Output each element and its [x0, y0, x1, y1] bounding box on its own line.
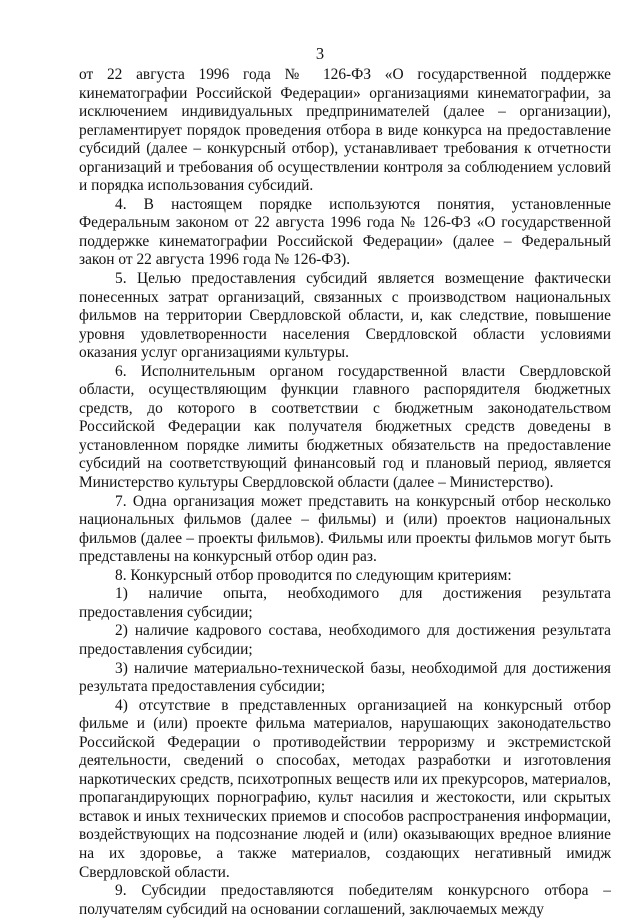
paragraph-item-8: 8. Конкурсный отбор проводится по следующим критериям:	[115, 566, 512, 584]
paragraph-item-5: 5. Целью предоставления субсидий является возмещение фактически понесенных затрат организаций, связанных с производством национальных фильмов на территории Свердловской области, и, как следствие, повышение уровня удовлетворенности населения Свердловской области условиями оказания услуг организациями культуры.	[79, 270, 611, 362]
paragraph-item-9: 9. Субсидии предоставляются победителям конкурсного отбора – получателям субсидий на основании соглашений, заключаемых между	[79, 882, 611, 918]
criterion-1: 1) наличие опыта, необходимого для достижения результата предоставления субсидии;	[79, 585, 611, 621]
paragraph-continuation: от 22 августа 1996 года № 126-ФЗ «О государственной поддержке кинематографии Российской Федерации» организациями кинематографии, за исключением индивидуальных предпринимателей (далее – организации), регламентирует порядок проведения отбора в виде конкурса на предоставление субсидий (далее – конкурсный отбор), устанавливает требования к отчетности организаций и требования об осуществлении контроля за соблюдением условий и порядка использования субсидий.	[79, 66, 611, 195]
document-body	[79, 66, 611, 919]
criterion-3: 3) наличие материально-технической базы, необходимой для достижения результата предоставления субсидии;	[79, 659, 611, 696]
paragraph-item-4: 4. В настоящем порядке используются понятия, установленные Федеральным законом от 22 августа 1996 года № 126-ФЗ «О государственной поддержке кинематографии Российской Федерации» (далее – Федеральный закон от 22 августа 1996 года № 126-ФЗ).	[79, 195, 611, 269]
paragraph-item-6: 6. Исполнительным органом государственной власти Свердловской области, осуществляющим функции главного распорядителя бюджетных средств, до которого в соответствии с бюджетным законодательством Российской Федерации как получателя бюджетных средств доведены в установленном порядке лимиты бюджетных обязательств на предоставление субсидий на соответствующий финансовый год и плановый период, является Министерство культуры Свердловской области (далее – Министерство).	[79, 362, 611, 492]
page-number: 3	[315, 44, 325, 63]
paragraph-item-7: 7. Одна организация может представить на конкурсный отбор несколько национальных фильмов (далее – фильмы) и (или) проектов национальных фильмов (далее – проекты фильмов). Фильмы или проекты фильмов могут быть представлены на конкурсный отбор один раз.	[79, 492, 611, 566]
criterion-2: 2) наличие кадрового состава, необходимого для достижения результата предоставления субсидии;	[79, 622, 611, 658]
criterion-4: 4) отсутствие в представленных организацией на конкурсный отбор фильме и (или) проекте фильма материалов, нарушающих законодательство Российской Федерации о противодействии терроризму и экстремистской деятельности, сведений о способах, методах разработки и изготовления наркотических средств, психотропных веществ или их прекурсоров, материалов, пропагандирующих порнографию, культ насилия и жестокости, или скрытых вставок и иных технических приемов и способов распространения информации, воздействующих на подсознание людей и (или) оказывающих вредное влияние на их здоровье, а также материалов, создающих негативный имидж Свердловской области.	[79, 696, 611, 881]
